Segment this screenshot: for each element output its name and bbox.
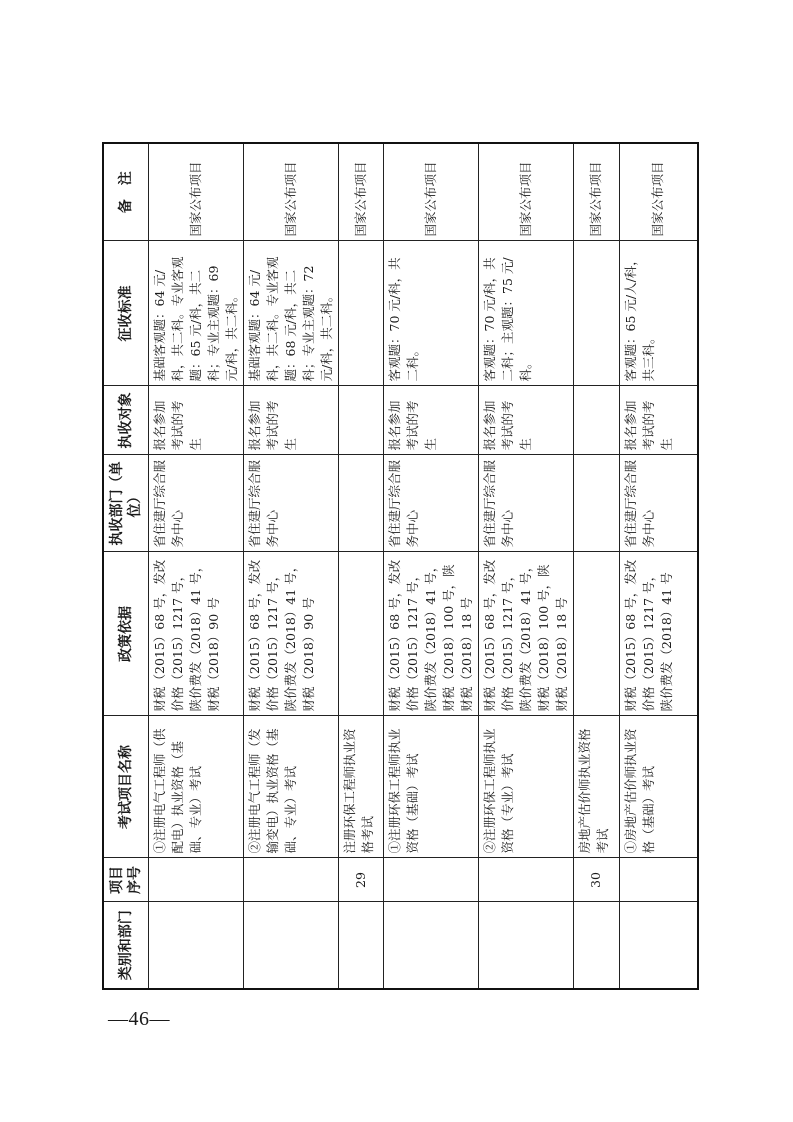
cell-category	[478, 902, 573, 989]
cell-exam-name: ①房地产估价师执业资格（基础）考试	[619, 716, 698, 858]
cell-dept: 省住建厅综合服务中心	[243, 455, 338, 552]
cell-remark: 国家公布项目	[148, 143, 243, 241]
table-row	[478, 143, 573, 989]
header-seq: 项目序号	[103, 858, 148, 902]
header-remark: 备 注	[103, 143, 148, 241]
cell-target: 报名参加考试的考生	[243, 386, 338, 455]
cell-dept: 省住建厅综合服务中心	[383, 455, 478, 552]
cell-dept	[573, 455, 619, 552]
header-dept: 执收部门（单位）	[103, 455, 148, 552]
cell-standard: 客观题：70 元/科，共二科。	[383, 241, 478, 386]
cell-seq	[619, 858, 698, 902]
cell-policy: 财税（2015）68 号，发改价格（2015）1217 号，陕价费发（2018）41 号，财税（2018）100 号，陕财税（2018）18 号	[478, 552, 573, 716]
cell-target: 报名参加考试的考生	[478, 386, 573, 455]
cell-policy	[338, 552, 383, 716]
cell-category	[243, 902, 338, 989]
cell-seq: 30	[573, 858, 619, 902]
header-target: 执收对象	[103, 386, 148, 455]
cell-remark: 国家公布项目	[243, 143, 338, 241]
header-standard: 征收标准	[103, 241, 148, 386]
cell-target	[573, 386, 619, 455]
cell-policy: 财税（2015）68 号，发改价格（2015）1217 号，陕价费发（2018）41 号，财税（2018）90 号	[148, 552, 243, 716]
cell-seq	[478, 858, 573, 902]
cell-policy: 财税（2015）68 号，发改价格（2015）1217 号，陕价费发（2018）41 号	[619, 552, 698, 716]
cell-standard: 客观题：65 元/人/科，共三科。	[619, 241, 698, 386]
cell-standard	[338, 241, 383, 386]
page-number: —46—	[108, 1008, 170, 1030]
cell-target	[338, 386, 383, 455]
cell-seq	[148, 858, 243, 902]
table-row	[573, 143, 619, 989]
cell-standard: 基础客观题：64 元/科，共二科。专业客观题：65 元/科，共二科；专业主观题：69 元/科，共二科。	[148, 241, 243, 386]
cell-exam-name: ①注册电气工程师（供配电）执业资格（基础、专业）考试	[148, 716, 243, 858]
table-row	[148, 143, 243, 989]
cell-remark: 国家公布项目	[619, 143, 698, 241]
cell-category	[338, 902, 383, 989]
cell-standard: 客观题：70 元/科，共二科；主观题：75 元/科。	[478, 241, 573, 386]
table-row	[383, 143, 478, 989]
cell-target: 报名参加考试的考生	[383, 386, 478, 455]
cell-dept: 省住建厅综合服务中心	[619, 455, 698, 552]
rotated-fee-table	[102, 144, 694, 990]
cell-remark: 国家公布项目	[478, 143, 573, 241]
cell-target: 报名参加考试的考生	[619, 386, 698, 455]
table-row	[338, 143, 383, 989]
cell-seq	[243, 858, 338, 902]
header-policy: 政策依据	[103, 552, 148, 716]
table-row	[619, 143, 698, 989]
cell-exam-name: 房地产估价师执业资格考试	[573, 716, 619, 858]
cell-standard: 基础客观题：64 元/科，共二科。专业客观题：68 元/科，共二科；专业主观题：72 元/科，共二科。	[243, 241, 338, 386]
cell-standard	[573, 241, 619, 386]
cell-exam-name: ②注册环保工程师执业资格（专业）考试	[478, 716, 573, 858]
cell-dept: 省住建厅综合服务中心	[478, 455, 573, 552]
cell-remark: 国家公布项目	[383, 143, 478, 241]
cell-category	[573, 902, 619, 989]
cell-category	[383, 902, 478, 989]
fee-table	[102, 142, 699, 990]
cell-policy: 财税（2015）68 号，发改价格（2015）1217 号，陕价费发（2018）41 号，财税（2018）100 号，陕财税（2018）18 号	[383, 552, 478, 716]
header-category: 类别和部门	[103, 902, 148, 989]
cell-seq	[383, 858, 478, 902]
table-header-row	[103, 143, 148, 989]
cell-remark: 国家公布项目	[573, 143, 619, 241]
table-row	[243, 143, 338, 989]
cell-category	[148, 902, 243, 989]
cell-dept: 省住建厅综合服务中心	[148, 455, 243, 552]
cell-policy	[573, 552, 619, 716]
cell-exam-name: ①注册环保工程师执业资格（基础）考试	[383, 716, 478, 858]
cell-dept	[338, 455, 383, 552]
header-exam-name: 考试项目名称	[103, 716, 148, 858]
cell-exam-name: ②注册电气工程师（发输变电）执业资格（基础、专业）考试	[243, 716, 338, 858]
cell-target: 报名参加考试的考生	[148, 386, 243, 455]
cell-seq: 29	[338, 858, 383, 902]
cell-category	[619, 902, 698, 989]
cell-remark: 国家公布项目	[338, 143, 383, 241]
cell-policy: 财税（2015）68 号，发改价格（2015）1217 号，陕价费发（2018）41 号，财税（2018）90 号	[243, 552, 338, 716]
cell-exam-name: 注册环保工程师执业资格考试	[338, 716, 383, 858]
